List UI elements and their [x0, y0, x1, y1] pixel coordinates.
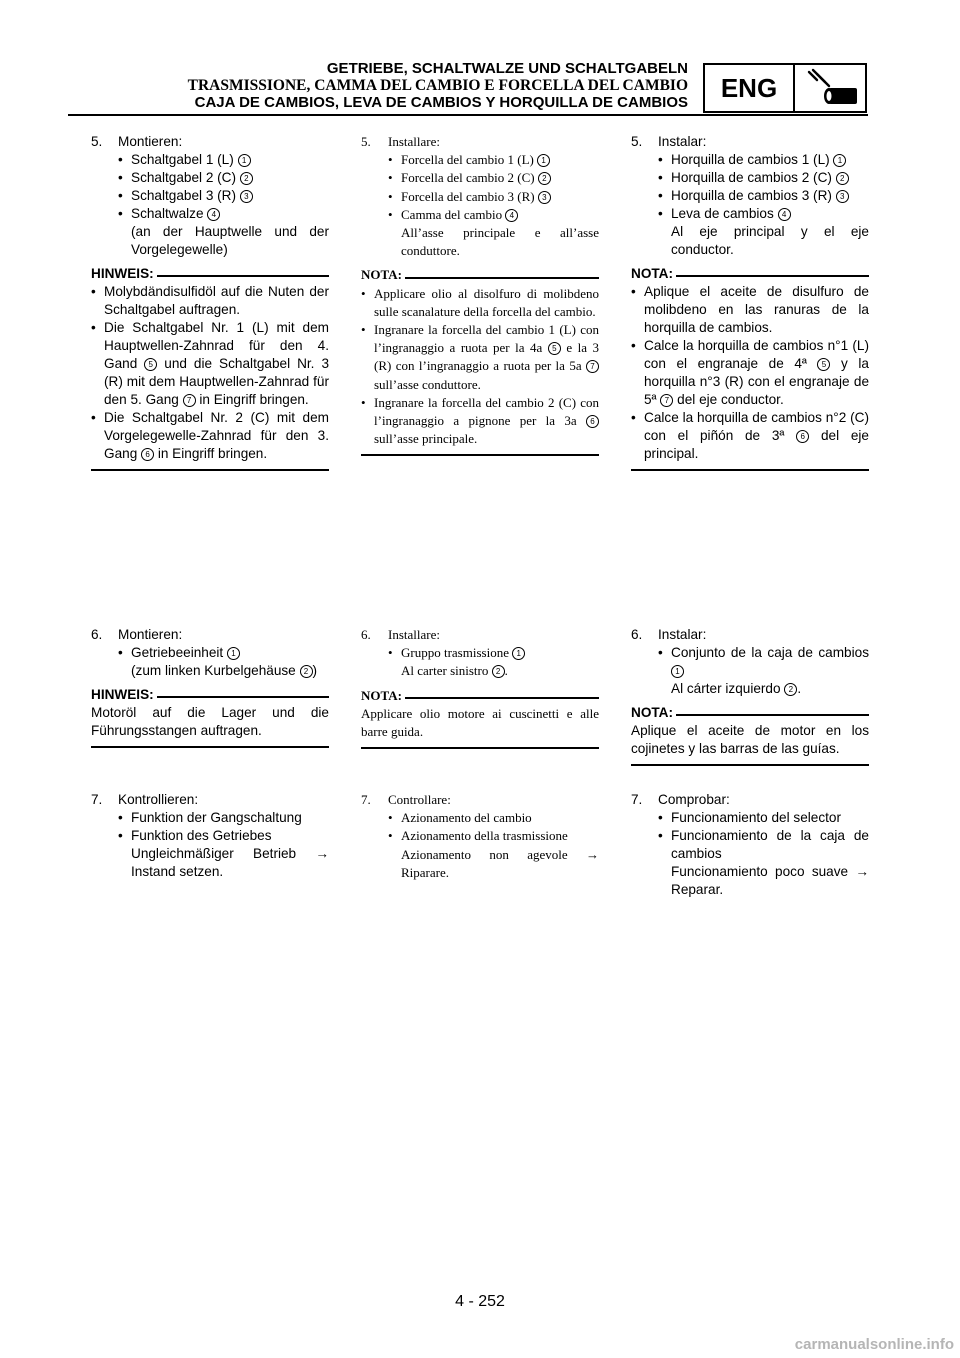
- note-heading: NOTA:: [361, 266, 599, 284]
- list-item: • Forcella del cambio 3 (R) 3: [361, 188, 599, 206]
- note-item: • Calce la horquilla de cambios n°2 (C) con el piñón de 3ª 6 del eje principal.: [631, 410, 869, 461]
- list-item-detail: Al carter sinistro 2 .: [401, 663, 508, 679]
- callout-number: 2: [300, 665, 313, 678]
- note-item: • Die Schaltgabel Nr. 1 (L) mit dem Hauptwellen-Zahnrad für den 4. Gand 5 und die Schaltgabel Nr. 3 (R) mit dem Hauptwellen-Zahnrad für den 5. Gang 7 in Eingriff bringen.: [91, 320, 330, 407]
- list-item: • Forcella del cambio 1 (L) 1: [361, 151, 599, 169]
- callout-number: 6: [586, 415, 599, 428]
- page-number: 4 - 252: [455, 1293, 505, 1310]
- list-item: • Funcionamiento de la caja de cambios: [658, 828, 869, 861]
- list-item-detail: Funcionamiento poco suave → Reparar.: [671, 864, 869, 897]
- list-item: • Funcionamiento del selector: [658, 810, 842, 825]
- it-step-5: 5. Installare: • Forcella del cambio 1 (L) 1 • Forcella del cambio 2 (C) 2 • Forcella del cambio 3 (R) 3 • Camma del cambio 4 All’asse principale e all’asse conduttore. NOTA: • Applicare olio al disolfuro di molibdeno sulle scanalature della forcella del cambio. • Ingranare la forcella del cambio 1 (L) con l’ingranaggio a ruota per la 4a 5 e la 3 (R) con l’ingranaggio a ruota per la 5a 7 sull’asse conduttore. • Ingranare la forcella del cambio 2 (C) con l’ingranaggio a pignone per la 3a 6 sull’asse principale.: [361, 133, 599, 456]
- note-item: • Calce la horquilla de cambios n°1 (L) con el engranaje de 4ª 5 y la horquilla n°3 (R) con el engranaje de 5ª 7 del eje conductor.: [631, 338, 869, 407]
- it-step-7: 7. Controllare: • Azionamento del cambio • Azionamento della trasmissione Azionamento non agevole → Riparare.: [361, 791, 599, 882]
- callout-number: 3: [240, 190, 253, 203]
- callout-number: 2: [492, 665, 505, 678]
- section-badge: [703, 63, 867, 113]
- list-item: • Forcella del cambio 2 (C) 2: [361, 169, 599, 187]
- list-item: • Schaltgabel 1 (L) 1: [91, 151, 329, 169]
- note-text: Applicare olio motore ai cuscinetti e alle barre guida.: [361, 705, 599, 740]
- list-item-detail: Ungleichmäßiger Betrieb → Instand setzen.: [131, 846, 329, 879]
- list-item: • Getriebeeinheit 1: [91, 644, 329, 662]
- callout-number: 5: [548, 342, 561, 355]
- list-item: • Camma del cambio 4: [361, 206, 599, 224]
- list-item-detail: Al cárter izquierdo 2 .: [671, 681, 802, 696]
- callout-number: 2: [240, 172, 253, 185]
- watermark: carmanualsonline.info: [794, 1336, 954, 1353]
- callout-number: 2: [538, 172, 551, 185]
- section-badge-label: ENG: [705, 65, 795, 111]
- list-item-detail: (an der Hauptwelle und der Vorgelegewelle): [131, 224, 329, 257]
- step-title: Montieren:: [118, 134, 183, 149]
- list-item-detail: Al eje principal y el eje conductor.: [671, 224, 869, 257]
- list-item: • Horquilla de cambios 2 (C) 2: [631, 169, 869, 187]
- note-heading: NOTA:: [631, 265, 869, 283]
- note-heading: HINWEIS:: [91, 686, 329, 704]
- callout-number: 1: [238, 154, 251, 167]
- list-item: • Schaltgabel 3 (R) 3: [91, 187, 329, 205]
- note-item: • Applicare olio al disolfuro di molibdeno sulle scanalature della forcella del cambio.: [361, 285, 599, 319]
- list-item: • Gruppo trasmissione 1: [361, 644, 599, 662]
- es-step-5: 5. Instalar: • Horquilla de cambios 1 (L) 1 • Horquilla de cambios 2 (C) 2 • Horquilla de cambios 3 (R) 3 • Leva de cambios 4 Al eje principal y el eje conductor. NOTA: • Aplique el aceite de disulfuro de molibdeno en las ranuras de la horquilla de cambios. • Calce la horquilla de cambios n°1 (L) con el engranaje de 4ª 5 y la horquilla n°3 (R) con el engranaje de 5ª 7 del eje conductor. • Calce la horquilla de cambios n°2 (C) con el piñón de 3ª 6 del eje principal.: [631, 133, 869, 471]
- callout-number: 6: [141, 448, 154, 461]
- es-step-7: 7. Comprobar: • Funcionamiento del selector • Funcionamiento de la caja de cambios Funcionamiento poco suave → Reparar.: [631, 792, 869, 897]
- callout-number: 1: [833, 154, 846, 167]
- callout-number: 1: [512, 647, 525, 660]
- list-item: • Horquilla de cambios 3 (R) 3: [631, 187, 869, 205]
- de-step-7: 7. Kontrollieren: • Funktion der Gangschaltung • Funktion des Getriebes Ungleichmäßiger Betrieb → Instand setzen.: [91, 792, 329, 879]
- list-item-detail: All’asse principale e all’asse conduttore.: [401, 225, 599, 259]
- callout-number: 4: [207, 208, 220, 221]
- header-rule: [68, 114, 868, 116]
- list-item: • Leva de cambios 4: [631, 205, 869, 223]
- callout-number: 1: [537, 154, 550, 167]
- list-item-detail: Azionamento non agevole → Riparare.: [401, 846, 599, 880]
- note-end-rule: [631, 764, 869, 766]
- callout-number: 3: [836, 190, 849, 203]
- note-item: • Ingranare la forcella del cambio 2 (C) con l’ingranaggio a pignone per la 3a 6 sull’asse principale.: [361, 394, 599, 447]
- note-end-rule: [361, 747, 599, 749]
- note-heading: NOTA:: [361, 687, 599, 705]
- note-item: • Ingranare la forcella del cambio 1 (L) con l’ingranaggio a ruota per la 4a 5 e la 3 (R) con l’ingranaggio a ruota per la 5a 7 sull’asse conduttore.: [361, 322, 600, 392]
- note-item: • Aplique el aceite de disulfuro de molibdeno en las ranuras de la horquilla de cambios.: [631, 284, 869, 335]
- list-item: • Schaltgabel 2 (C) 2: [91, 169, 329, 187]
- list-item: • Conjunto de la caja de cambios 1: [658, 645, 869, 676]
- callout-number: 7: [586, 360, 599, 373]
- callout-number: 7: [183, 394, 196, 407]
- callout-number: 5: [817, 358, 830, 371]
- note-heading: HINWEIS:: [91, 265, 329, 283]
- de-step-6: 6. Montieren: • Getriebeeinheit 1 (zum linken Kurbelgehäuse 2 ) HINWEIS: Motoröl auf die Lager und die Führungsstangen auftragen.: [91, 626, 329, 748]
- list-item: • Schaltwalze 4: [91, 205, 329, 223]
- list-item: • Funktion der Gangschaltung: [118, 810, 302, 825]
- note-item: • Die Schaltgabel Nr. 2 (C) mit dem Vorgelegewelle-Zahnrad für den 3. Gang 6 in Eingriff bringen.: [91, 410, 329, 461]
- it-step-6: 6. Installare: • Gruppo trasmissione 1 Al carter sinistro 2 . NOTA: Applicare olio motore ai cuscinetti e alle barre guida.: [361, 626, 599, 749]
- callout-number: 1: [227, 647, 240, 660]
- list-item: • Azionamento della trasmissione: [388, 828, 568, 844]
- callout-number: 7: [660, 394, 673, 407]
- callout-number: 2: [836, 172, 849, 185]
- note-end-rule: [91, 746, 329, 748]
- note-heading: NOTA:: [631, 704, 869, 722]
- callout-number: 5: [144, 358, 157, 371]
- callout-number: 4: [778, 208, 791, 221]
- engine-bolt-icon: [795, 65, 865, 111]
- callout-number: 6: [796, 430, 809, 443]
- de-step-5: [91, 133, 329, 471]
- callout-number: 4: [505, 209, 518, 222]
- callout-number: 1: [671, 665, 684, 678]
- note-end-rule: [361, 454, 599, 456]
- callout-number: 3: [538, 191, 551, 204]
- note-item: • Molybdändisulfidöl auf die Nuten der Schaltgabel auftragen.: [91, 284, 329, 317]
- header-title-es: CAJA DE CAMBIOS, LEVA DE CAMBIOS Y HORQUILLA DE CAMBIOS: [194, 94, 688, 111]
- list-item: • Funktion des Getriebes: [118, 828, 272, 843]
- list-item: • Azionamento del cambio: [388, 810, 532, 826]
- list-item: • Horquilla de cambios 1 (L) 1: [631, 151, 869, 169]
- es-step-6: 6. Instalar: • Conjunto de la caja de cambios 1 Al cárter izquierdo 2 . NOTA: Aplique el aceite de motor en los cojinetes y las barras de las guías.: [631, 626, 869, 766]
- note-end-rule: [91, 469, 329, 471]
- callout-number: 2: [784, 683, 797, 696]
- list-item-detail: (zum linken Kurbelgehäuse 2 ): [131, 663, 318, 678]
- note-end-rule: [631, 469, 869, 471]
- note-text: Motoröl auf die Lager und die Führungsstangen auftragen.: [91, 705, 329, 738]
- note-text: Aplique el aceite de motor en los cojinetes y las barras de las guías.: [631, 723, 869, 756]
- header-title-de: GETRIEBE, SCHALTWALZE UND SCHALTGABELN: [326, 60, 688, 77]
- step-number: 5.: [91, 134, 103, 149]
- header-title-it: TRASMISSIONE, CAMMA DEL CAMBIO E FORCELLA DEL CAMBIO: [187, 77, 688, 94]
